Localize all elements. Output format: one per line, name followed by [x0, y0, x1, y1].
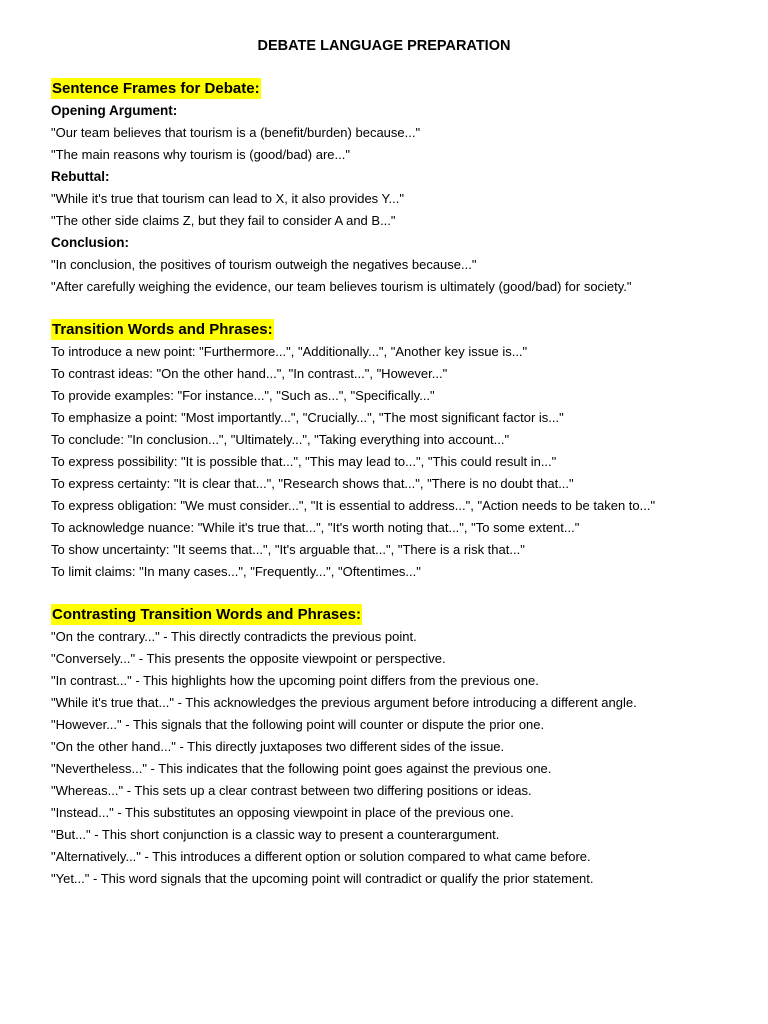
contrasting-heading: Contrasting Transition Words and Phrases:	[52, 606, 361, 623]
conclusion-label: Conclusion:	[51, 235, 129, 250]
section-spacer	[51, 583, 768, 604]
contrasting-line: "While it's true that..." - This acknowledges the previous argument before introducing a different angle.	[51, 695, 637, 710]
transition-line: To emphasize a point: "Most importantly...", "Crucially...", "The most significant factor is..."	[51, 410, 564, 425]
opening-argument-label: Opening Argument:	[51, 103, 178, 118]
transition-line: To conclude: "In conclusion...", "Ultimately...", "Taking everything into account..."	[51, 432, 510, 447]
transition-line: To limit claims: "In many cases...", "Frequently...", "Oftentimes..."	[51, 564, 421, 579]
contrasting-line: "On the other hand..." - This directly juxtaposes two different sides of the issue.	[51, 739, 505, 754]
rebuttal-frame-1: "While it's true that tourism can lead to X, it also provides Y..."	[51, 191, 405, 206]
contrasting-line: "Nevertheless..." - This indicates that the following point goes against the previous one.	[51, 761, 552, 776]
transition-line: To introduce a new point: "Furthermore...", "Additionally...", "Another key issue is..."	[51, 344, 528, 359]
transition-line: To provide examples: "For instance...", "Such as...", "Specifically..."	[51, 388, 435, 403]
contrasting-line: "Whereas..." - This sets up a clear contrast between two differing positions or ideas.	[51, 783, 532, 798]
document-title: DEBATE LANGUAGE PREPARATION	[257, 38, 511, 54]
opening-frame-2: "The main reasons why tourism is (good/bad) are..."	[51, 147, 350, 162]
contrasting-line: "On the contrary..." - This directly contradicts the previous point.	[51, 629, 417, 644]
section-spacer	[51, 298, 768, 319]
contrasting-line: "Alternatively..." - This introduces a different option or solution compared to what came before.	[51, 849, 591, 864]
contrasting-section	[51, 604, 768, 626]
contrasting-line: "Conversely..." - This presents the opposite viewpoint or perspective.	[51, 651, 446, 666]
conclusion-frame-1: "In conclusion, the positives of tourism outweigh the negatives because..."	[51, 257, 477, 272]
sentence-frames-heading: Sentence Frames for Debate:	[52, 80, 260, 97]
conclusion-frame-2: "After carefully weighing the evidence, our team believes tourism is ultimately (good/bad) for society."	[51, 279, 632, 294]
contrasting-line: "Yet..." - This word signals that the upcoming point will contradict or qualify the prior statement.	[51, 871, 594, 886]
transition-line: To express certainty: "It is clear that...", "Research shows that...", "There is no doubt that..."	[51, 476, 574, 491]
contrasting-line: "Instead..." - This substitutes an opposing viewpoint in place of the previous one.	[51, 805, 514, 820]
rebuttal-frame-2: "The other side claims Z, but they fail to consider A and B..."	[51, 213, 396, 228]
contrasting-line: "However..." - This signals that the following point will counter or dispute the prior one.	[51, 717, 545, 732]
transition-line: To express possibility: "It is possible that...", "This may lead to...", "This could result in..."	[51, 454, 557, 469]
sentence-frames-section	[51, 78, 768, 100]
opening-frame-1: "Our team believes that tourism is a (benefit/burden) because..."	[51, 125, 421, 140]
transitions-heading: Transition Words and Phrases:	[52, 321, 273, 338]
contrasting-line: "In contrast..." - This highlights how the upcoming point differs from the previous one.	[51, 673, 539, 688]
transition-line: To show uncertainty: "It seems that...", "It's arguable that...", "There is a risk that..."	[51, 542, 525, 557]
transition-line: To contrast ideas: "On the other hand...", "In contrast...", "However..."	[51, 366, 448, 381]
transitions-section	[51, 319, 768, 341]
transition-line: To express obligation: "We must consider...", "It is essential to address...", "Action needs to be taken to..."	[51, 498, 656, 513]
contrasting-line: "But..." - This short conjunction is a classic way to present a counterargument.	[51, 827, 500, 842]
transition-line: To acknowledge nuance: "While it's true that...", "It's worth noting that...", "To some extent..."	[51, 520, 580, 535]
rebuttal-label: Rebuttal:	[51, 169, 110, 184]
